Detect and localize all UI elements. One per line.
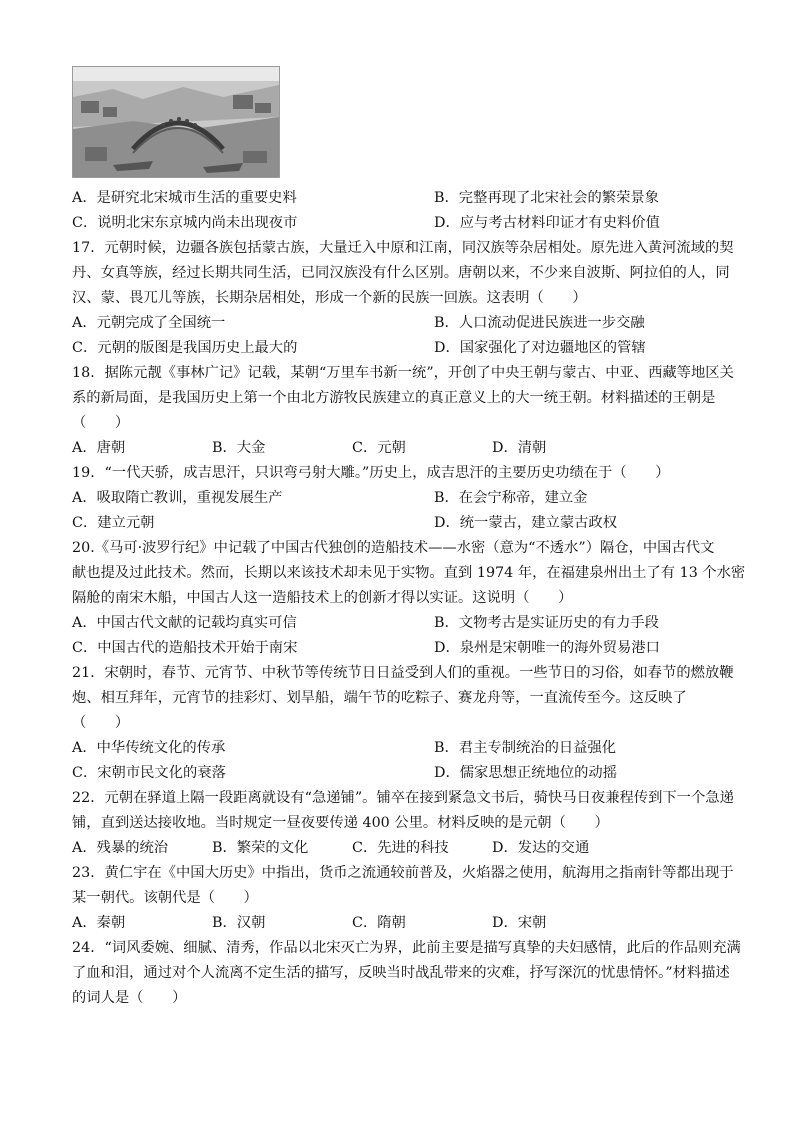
q16-option-d[interactable]: D．应与考古材料印证才有史料价值 xyxy=(434,215,660,231)
q17-stem-line-3: 汉、蒙、畏兀儿等族，长期杂居相处，形成一个新的民族一回族。这表明（ ） xyxy=(72,290,587,306)
q20-stem-line-1: 20.《马可·波罗行纪》中记载了中国古代独创的造船技术——水密（意为“不透水”）隔仓，中国古代文 xyxy=(72,540,715,556)
q23-stem-line-1: 23．黄仁宇在《中国大历史》中指出，货币之流通较前普及，火焰器之使用，航海用之指南针等都出现于 xyxy=(72,865,734,881)
q17-option-c[interactable]: C．元朝的版图是我国历史上最大的 xyxy=(72,340,298,356)
q20-option-a[interactable]: A．中国古代文献的记载均真实可信 xyxy=(72,615,297,631)
q18-option-c[interactable]: C．元朝 xyxy=(352,440,406,456)
q23-option-d[interactable]: D．宋朝 xyxy=(492,915,547,931)
q24-stem-line-2: 了血和泪，通过对个人流离不定生活的描写，反映当时战乱带来的灾难，抒写深沉的忧患情怀。”材料描述 xyxy=(72,965,730,981)
q16-option-c[interactable]: C．说明北宋东京城内尚未出现夜市 xyxy=(72,215,298,231)
q22-stem-line-1: 22．元朝在驿道上隔一段距离就设有“急递铺”。铺卒在接到紧急文书后，骑快马日夜兼程传到下一个急递 xyxy=(72,790,734,806)
q17-stem-line-2: 丹、女真等族，经过长期共同生活，已同汉族没有什么区别。唐朝以来，不少来自波斯、阿拉伯的人，同 xyxy=(72,265,730,281)
q23-option-b[interactable]: B．汉朝 xyxy=(212,915,266,931)
q22-option-a[interactable]: A．残暴的统治 xyxy=(72,840,169,856)
q20-stem-line-3: 隔舱的南宋木船，中国古人这一造船技术上的创新才得以实证。这说明（ ） xyxy=(72,590,573,606)
q17-stem-line-1: 17．元朝时候，边疆各族包括蒙古族，大量迁入中原和江南，同汉族等杂居相处。原先进入黄河流域的契 xyxy=(72,240,734,256)
scroll-painting-illustration xyxy=(73,67,279,177)
q18-option-a[interactable]: A．唐朝 xyxy=(72,440,126,456)
q18-option-b[interactable]: B．大金 xyxy=(212,440,266,456)
q19-option-d[interactable]: D．统一蒙古，建立蒙古政权 xyxy=(434,515,618,531)
q17-option-b[interactable]: B．人口流动促进民族进一步交融 xyxy=(434,315,645,331)
q24-stem-line-1: 24．“词风委婉、细腻、清秀，作品以北宋灭亡为界，此前主要是描写真挚的夫妇感情，此后的作品则充满 xyxy=(72,940,741,956)
q22-stem-line-2: 铺，直到送达接收地。当时规定一昼夜要传递 400 公里。材料反映的是元朝（ ） xyxy=(72,815,609,831)
q22-option-b[interactable]: B．繁荣的文化 xyxy=(212,840,309,856)
q16-option-a[interactable]: A．是研究北宋城市生活的重要史料 xyxy=(72,190,297,206)
q23-stem-line-2: 某一朝代。该朝代是（ ） xyxy=(72,890,258,906)
q21-stem-line-1: 21．宋朝时，春节、元宵节、中秋节等传统节日日益受到人们的重视。一些节日的习俗，如春节的燃放鞭 xyxy=(72,665,734,681)
q17-option-a[interactable]: A．元朝完成了全国统一 xyxy=(72,315,226,331)
qingming-scroll-image xyxy=(72,66,280,178)
q19-option-a[interactable]: A．吸取隋亡教训，重视发展生产 xyxy=(72,490,283,506)
q22-option-d[interactable]: D．发达的交通 xyxy=(492,840,590,856)
q18-stem-line-1: 18．据陈元靓《事林广记》记载，某朝“万里车书新一统”，开创了中央王朝与蒙古、中亚、西藏等地区关 xyxy=(72,365,734,381)
q20-stem-line-2: 献也提及过此技术。然而，长期以来该技术却未见于实物。直到 1974 年，在福建泉州出土了有 13 个水密 xyxy=(72,565,746,581)
q20-option-d[interactable]: D．泉州是宋朝唯一的海外贸易港口 xyxy=(434,640,660,656)
q21-option-d[interactable]: D．儒家思想正统地位的动摇 xyxy=(434,765,618,781)
q24-stem-line-3: 的词人是（ ） xyxy=(72,990,187,1006)
q18-stem-line-2: 系的新局面，是我国历史上第一个由北方游牧民族建立的真正意义上的大一统王朝。材料描述的王朝是 xyxy=(72,390,716,406)
q20-option-c[interactable]: C．中国古代的造船技术开始于南宋 xyxy=(72,640,298,656)
q19-option-b[interactable]: B．在会宁称帝，建立金 xyxy=(434,490,588,506)
q16-option-b[interactable]: B．完整再现了北宋社会的繁荣景象 xyxy=(434,190,659,206)
q18-option-d[interactable]: D．清朝 xyxy=(492,440,547,456)
q21-stem-line-3: （ ） xyxy=(72,715,130,731)
q18-stem-line-3: （ ） xyxy=(72,415,130,431)
q21-option-a[interactable]: A．中华传统文化的传承 xyxy=(72,740,226,756)
q21-option-c[interactable]: C．宋朝市民文化的衰落 xyxy=(72,765,226,781)
q23-option-a[interactable]: A．秦朝 xyxy=(72,915,126,931)
q19-stem-line-1: 19．“一代天骄，成吉思汗，只识弯弓射大雕。”历史上，成吉思汗的主要历史功绩在于（ ） xyxy=(72,465,670,481)
q19-option-c[interactable]: C．建立元朝 xyxy=(72,515,155,531)
q23-option-c[interactable]: C．隋朝 xyxy=(352,915,406,931)
q20-option-b[interactable]: B．文物考古是实证历史的有力手段 xyxy=(434,615,659,631)
q21-stem-line-2: 炮、相互拜年，元宵节的挂彩灯、划旱船，端午节的吃粽子、赛龙舟等，一直流传至今。这反映了 xyxy=(72,690,687,706)
q17-option-d[interactable]: D．国家强化了对边疆地区的管辖 xyxy=(434,340,646,356)
q22-option-c[interactable]: C．先进的科技 xyxy=(352,840,449,856)
q21-option-b[interactable]: B．君主专制统治的日益强化 xyxy=(434,740,617,756)
